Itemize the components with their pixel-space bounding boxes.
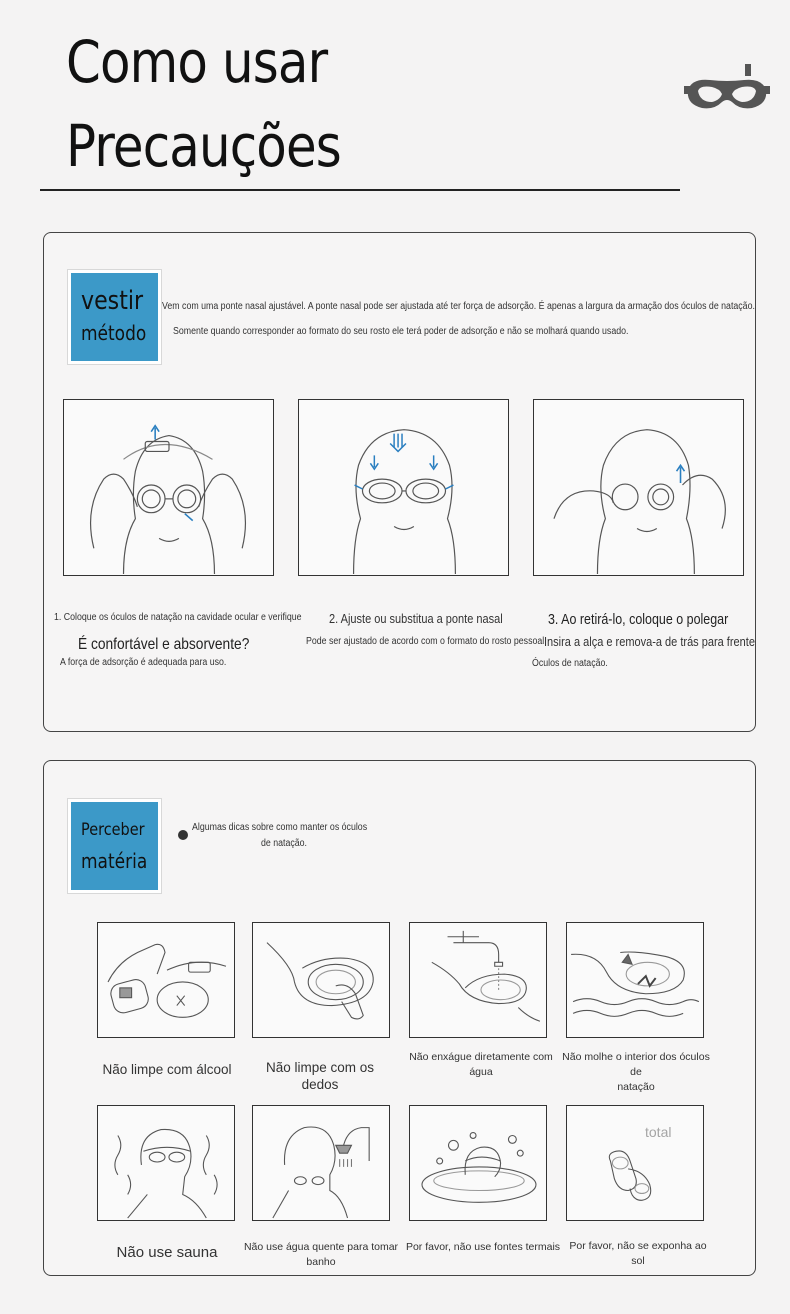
step1-caption-line3: A força de adsorção é adequada para uso. — [60, 657, 227, 668]
step2-caption-line2: Pode ser ajustado de acordo com o formato do rosto pessoal — [306, 636, 545, 647]
no-rinse-illustration — [409, 922, 547, 1038]
step3-caption-line1: 3. Ao retirá-lo, coloque o polegar — [548, 612, 729, 628]
badge-line1: vestir — [81, 286, 144, 316]
caption-line2: água — [469, 1066, 493, 1078]
badge-line2: matéria — [81, 849, 148, 873]
wearing-intro-line1: Vem com uma ponte nasal ajustável. A ponte nasal pode ser ajustada até ter força de adsorção. É apenas a largura da armação dos óculos de natação. — [162, 301, 755, 312]
caption-line1: Não enxágue diretamente com — [409, 1051, 553, 1063]
total-overlay-label: total — [645, 1124, 672, 1140]
no-alcohol-caption: Não limpe com álcool — [102, 1062, 232, 1077]
step2-illustration — [298, 399, 509, 576]
step3-illustration — [533, 399, 744, 576]
no-fingers-caption: Não limpe com os dedos — [265, 1060, 375, 1092]
goggles-icon — [682, 60, 772, 120]
no-sauna-illustration — [97, 1105, 235, 1221]
no-hot-shower-illustration — [252, 1105, 390, 1221]
step3-caption-line3: Óculos de natação. — [532, 658, 608, 669]
no-hot-shower-caption: Não use água quente para tomar banho — [243, 1241, 399, 1268]
no-wet-inside-caption — [560, 1050, 712, 1095]
caption-line1: Não molhe o interior dos óculos de — [562, 1051, 710, 1078]
no-sun-caption: Por favor, não se exponha ao sol — [569, 1240, 707, 1267]
page-title-line2: Precauções — [66, 112, 341, 180]
step1-caption-line2: É confortável e absorvente? — [78, 636, 250, 653]
caption-line2: natação — [617, 1081, 655, 1093]
care-intro-line2: de natação. — [261, 838, 307, 849]
no-wet-inside-illustration — [566, 922, 704, 1038]
no-hot-springs-caption: Por favor, não use fontes termais — [405, 1241, 561, 1253]
no-sun-illustration — [566, 1105, 704, 1221]
no-hot-springs-illustration — [409, 1105, 547, 1221]
wearing-method-badge — [68, 270, 161, 364]
header-divider — [40, 189, 680, 191]
wearing-intro-line2: Somente quando corresponder ao formato do seu rosto ele terá poder de adsorção e não se molhará quando usado. — [173, 326, 629, 337]
bullet-dot-icon — [178, 830, 188, 840]
step1-caption-line1: 1. Coloque os óculos de natação na cavidade ocular e verifique — [54, 612, 302, 623]
no-fingers-illustration — [252, 922, 390, 1038]
badge-line2: método — [81, 321, 147, 345]
step2-caption-line1: 2. Ajuste ou substitua a ponte nasal — [329, 612, 503, 626]
step3-caption-line2: Insira a alça e remova-a de trás para frente — [544, 635, 755, 649]
page-title-line1: Como usar — [66, 28, 328, 96]
no-sauna-caption: Não use sauna — [116, 1244, 218, 1261]
care-intro-line1: Algumas dicas sobre como manter os óculos — [192, 822, 368, 833]
badge-line1: Perceber — [81, 820, 145, 840]
step1-illustration — [63, 399, 274, 576]
precautions-badge — [68, 799, 161, 893]
no-rinse-caption — [404, 1050, 558, 1080]
no-alcohol-illustration — [97, 922, 235, 1038]
